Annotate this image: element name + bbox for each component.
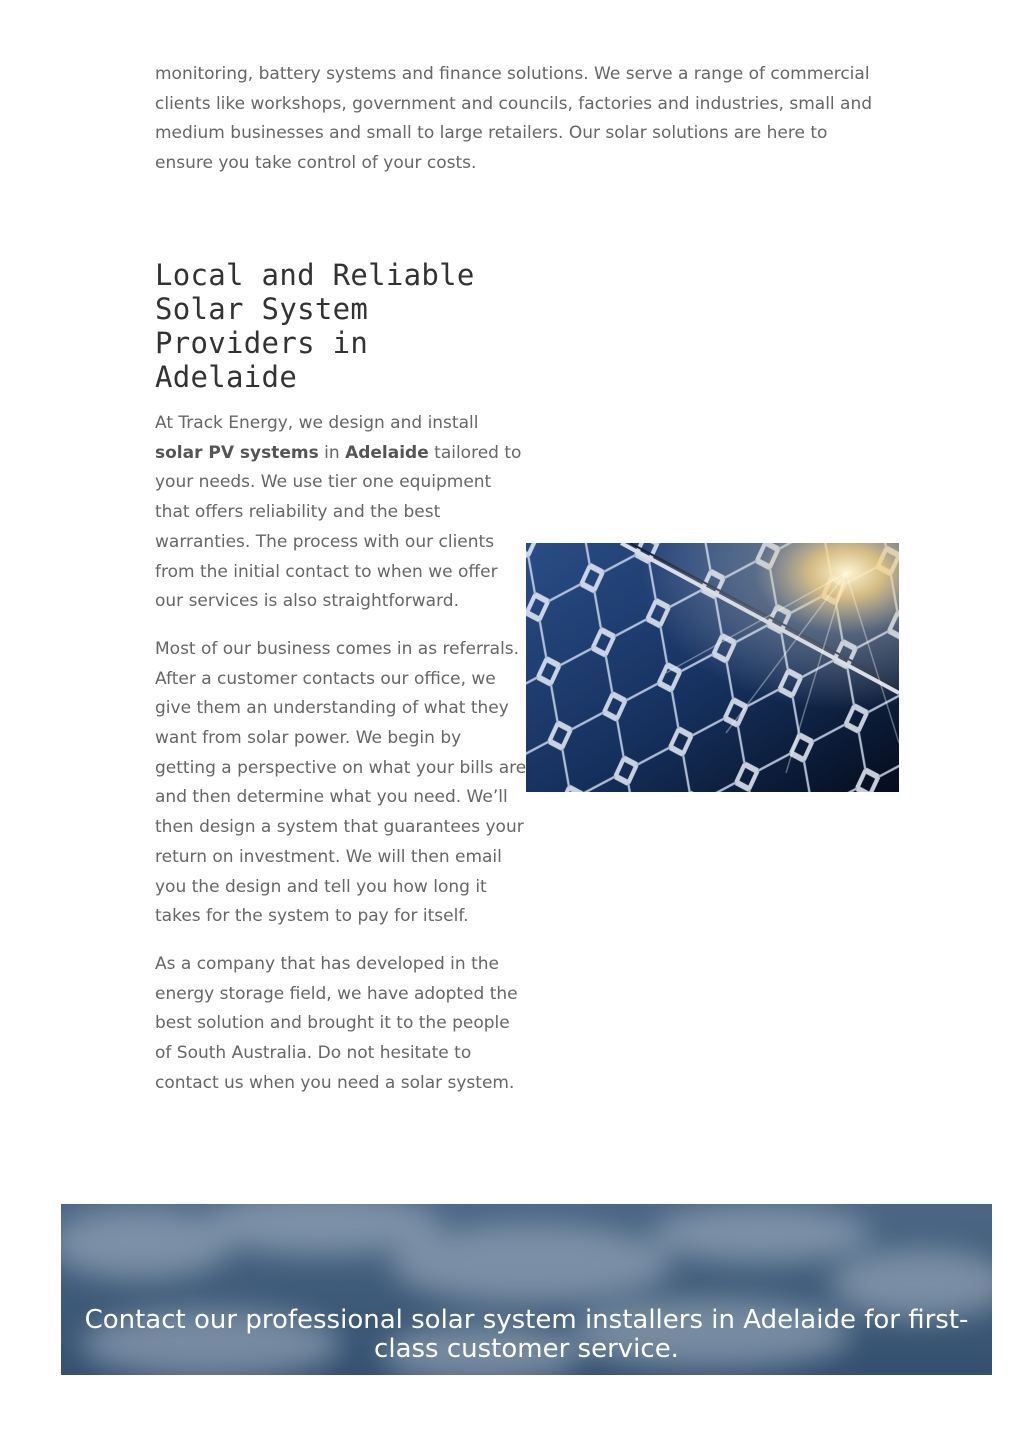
paragraph-referrals: Most of our business comes in as referrals. After a customer contacts our office, we give them an understanding of what they want from solar power. We begin by getting a perspective on what your bills are and then determine what you need. We’ll then design a system that guarantees your return on investment. We will then email you the design and tell you how long it takes for the system to pay for itself. [155, 638, 527, 927]
paragraph-intro-services [155, 409, 527, 617]
intro-paragraph: monitoring, battery systems and finance solutions. We serve a range of commercial clients like workshops, government and councils, factories and industries, small and medium businesses and small to large retailers. Our solar solutions are here to ensure you take control of your costs. [155, 64, 873, 173]
content-column [155, 258, 527, 1116]
keyword-adelaide: Adelaide [345, 442, 429, 463]
text-segment: At Track Energy, we design and install [155, 413, 479, 433]
section-heading: Local and Reliable Solar System Providers in Adelaide [155, 258, 475, 394]
solar-panel-image [526, 543, 899, 792]
keyword-solar-pv: solar PV systems [155, 442, 319, 463]
paragraph-energy-storage: As a company that has developed in the energy storage field, we have adopted the best solution and brought it to the people of South Australia. Do not hesitate to contact us when you need a solar system. [155, 953, 518, 1093]
contact-banner [61, 1204, 992, 1375]
text-segment: tailored to your needs. We use tier one equipment that offers reliability and the best warranties. The process with our clients from the initial contact to when we offer our services is also straightforward. [155, 442, 522, 612]
contact-call-to-action: Contact our professional solar system installers in Adelaide for first-class customer service. [84, 1305, 969, 1364]
text-segment: in [318, 442, 346, 463]
